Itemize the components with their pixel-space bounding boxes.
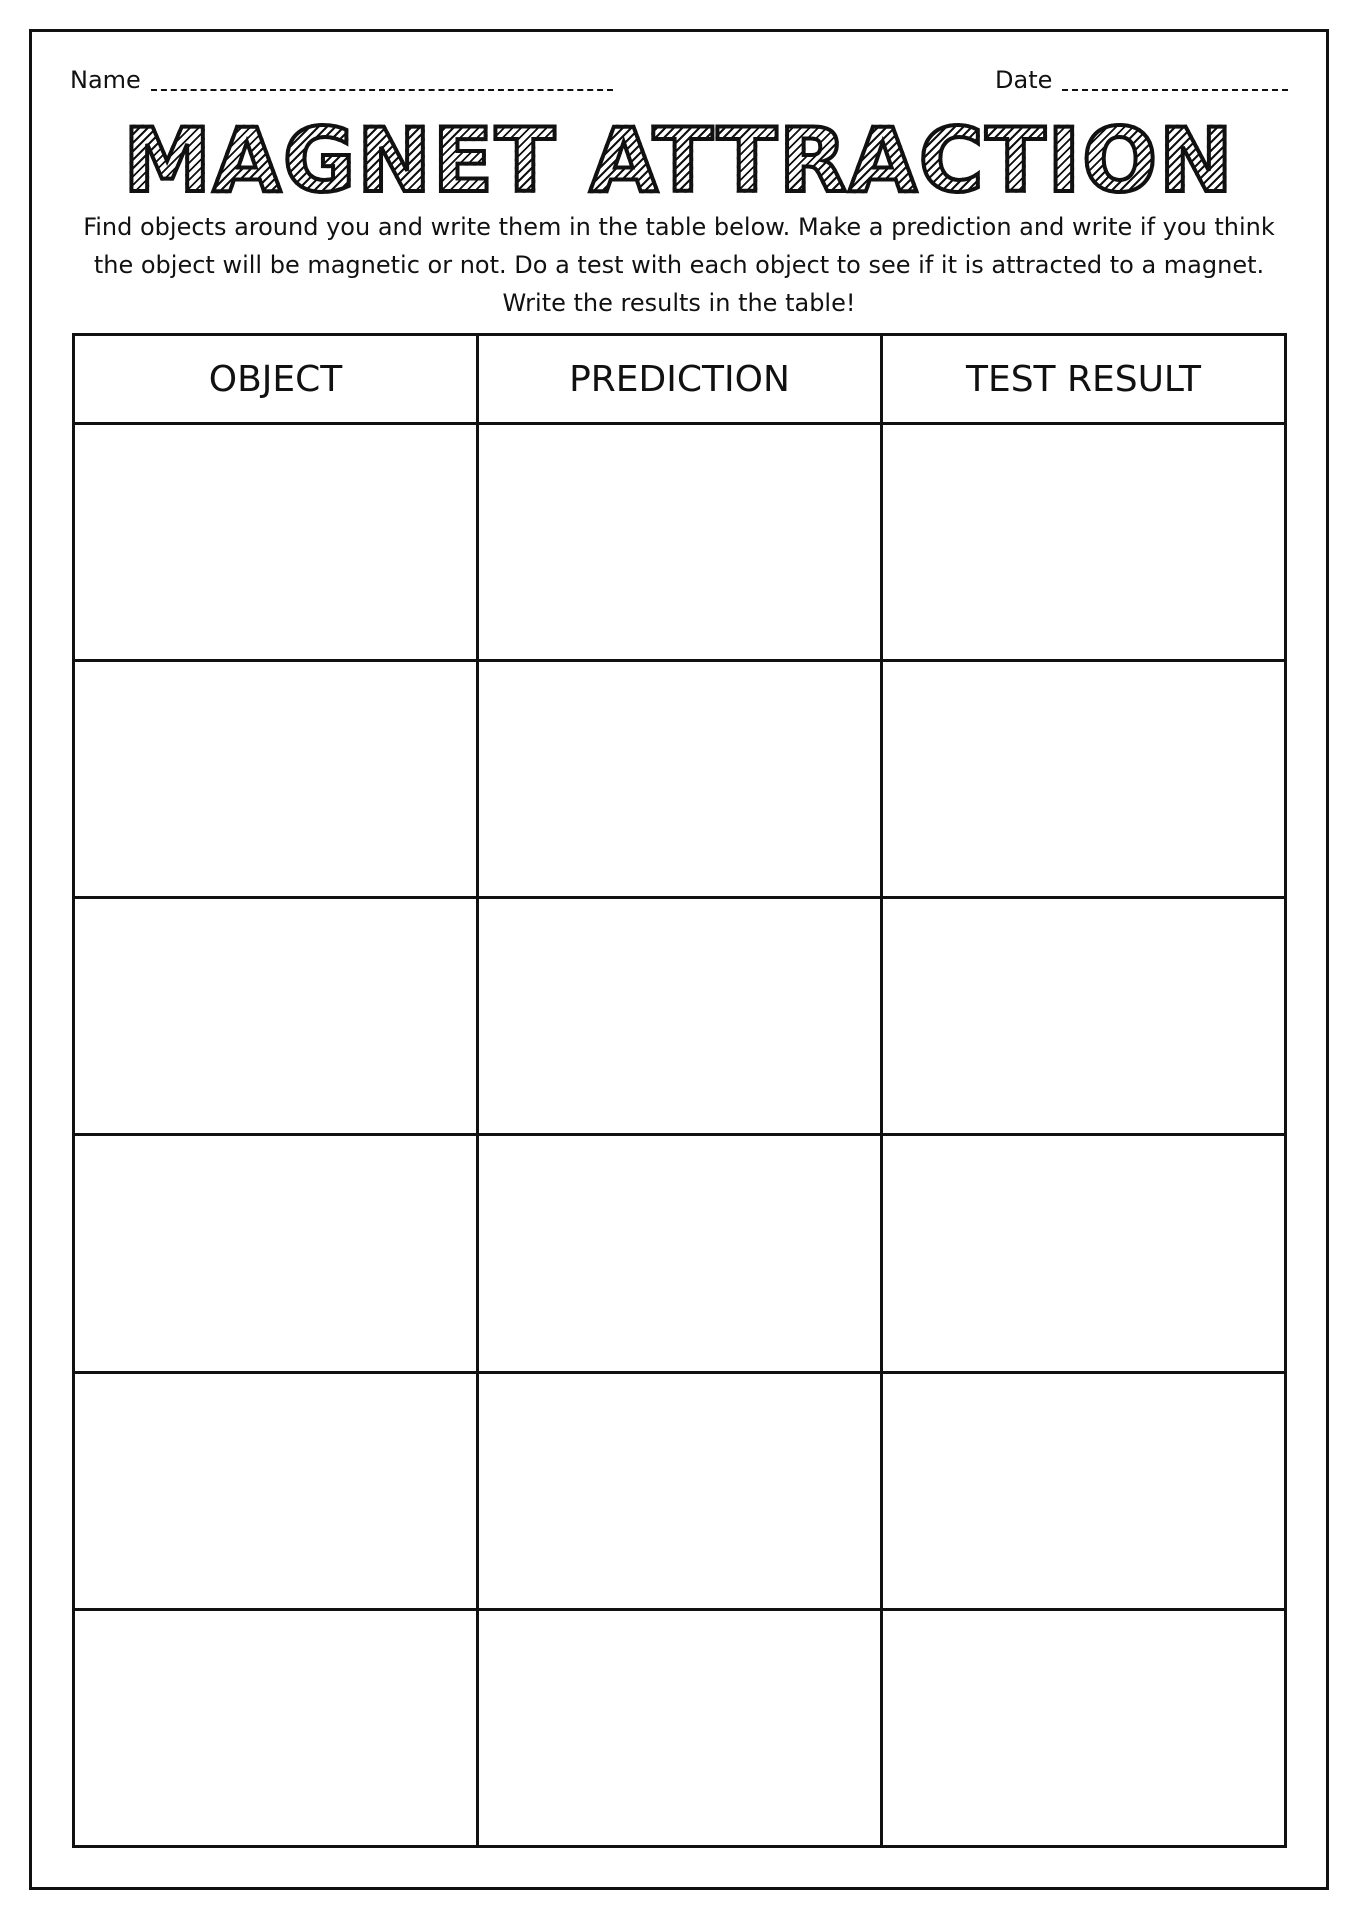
prediction-cell[interactable] [478,661,882,898]
date-field[interactable] [995,66,1288,94]
test-result-cell[interactable] [882,898,1286,1135]
object-cell[interactable] [74,1135,478,1372]
object-cell[interactable] [74,1609,478,1846]
table-row [74,898,1286,1135]
prediction-cell[interactable] [478,1372,882,1609]
column-header-test-result: TEST RESULT [882,335,1286,424]
test-result-cell[interactable] [882,424,1286,661]
instructions [80,208,1278,322]
date-label: Date [995,66,1053,94]
table-row [74,661,1286,898]
test-result-cell[interactable] [882,1372,1286,1609]
object-cell[interactable] [74,424,478,661]
prediction-cell[interactable] [478,1135,882,1372]
object-cell[interactable] [74,898,478,1135]
table-row [74,1609,1286,1846]
object-cell[interactable] [74,1372,478,1609]
name-label: Name [70,66,141,94]
column-header-prediction: PREDICTION [478,335,882,424]
column-header-object: OBJECT [74,335,478,424]
prediction-cell[interactable] [478,898,882,1135]
name-line[interactable] [151,69,613,91]
test-result-cell[interactable] [882,661,1286,898]
prediction-cell[interactable] [478,1609,882,1846]
worksheet-title: MAGNET ATTRACTION [0,113,1358,209]
object-cell[interactable] [74,661,478,898]
table-header-row [74,335,1286,424]
name-field[interactable] [70,66,613,94]
table-row [74,424,1286,661]
instructions-line-2: the object will be magnetic or not. Do a test with each object to see if it is attracted to a magnet. [93,251,1265,279]
prediction-cell[interactable] [478,424,882,661]
test-result-cell[interactable] [882,1135,1286,1372]
instructions-line-3: Write the results in the table! [502,289,856,317]
table-row [74,1372,1286,1609]
test-result-cell[interactable] [882,1609,1286,1846]
table-row [74,1135,1286,1372]
instructions-line-1: Find objects around you and write them in the table below. Make a prediction and write if you think [83,213,1275,241]
date-line[interactable] [1062,69,1288,91]
magnet-table [72,333,1287,1848]
